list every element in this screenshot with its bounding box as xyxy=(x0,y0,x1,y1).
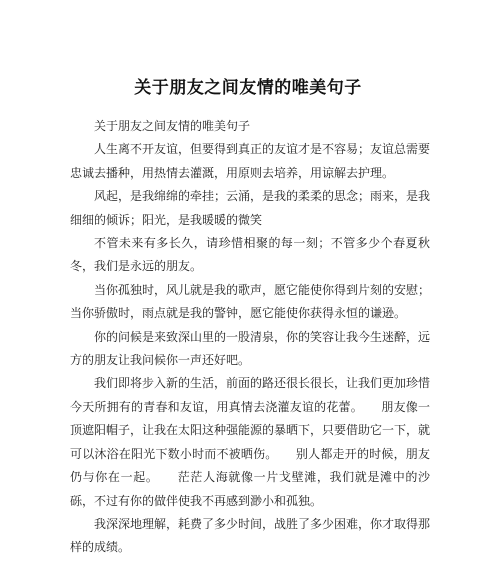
paragraph-subtitle: 关于朋友之间友情的唯美句子 xyxy=(94,119,251,133)
paragraph: 我们即将步入新的生活，前面的路还很长很长，让我们更加珍惜今天所拥有的青春和友谊，用真情去浇灌友谊的花蕾。 朋友像一顶遮阳帽子，让我在太阳这种强能源的暴晒下，只要借助它一下，就可以沐浴在阳光下数小时而不被晒伤。 别人都走开的时候，朋友仍与你在一起。 茫茫人海就像一片戈壁滩，我们就是滩中的沙砾，不过有你的做伴使我不再感到渺小和孤独。 xyxy=(70,376,431,508)
paragraph: 风起，是我绵绵的牵挂；云涌，是我的柔柔的思念；雨来，是我细细的倾诉；阳光，是我暖暖的微笑 xyxy=(70,189,431,227)
paragraph: 人生离不开友谊，但要得到真正的友谊才是不容易；友谊总需要忠诚去播种，用热情去灌溉，用原则去培养，用谅解去护理。 xyxy=(70,142,431,180)
paragraph: 不管未来有多长久，请珍惜相聚的每一刻；不管多少个春夏秋冬，我们是永远的朋友。 xyxy=(70,236,430,274)
paragraph: 当你孤独时，风儿就是我的歌声，愿它能使你得到片刻的安慰；当你骄傲时，雨点就是我的警钟，愿它能使你获得永恒的谦逊。 xyxy=(70,282,431,321)
paragraph: 我深深地理解，耗费了多少时间，战胜了多少困难，你才取得那样的成绩。 xyxy=(70,516,431,555)
paragraph: 你的问候是来致深山里的一股清泉，你的笑容让我今生迷醉，远方的朋友让我问候你一声还好吧。 xyxy=(70,329,431,368)
document-title: 关于朋友之间友情的唯美句子 xyxy=(134,78,362,98)
document-body xyxy=(70,115,430,560)
